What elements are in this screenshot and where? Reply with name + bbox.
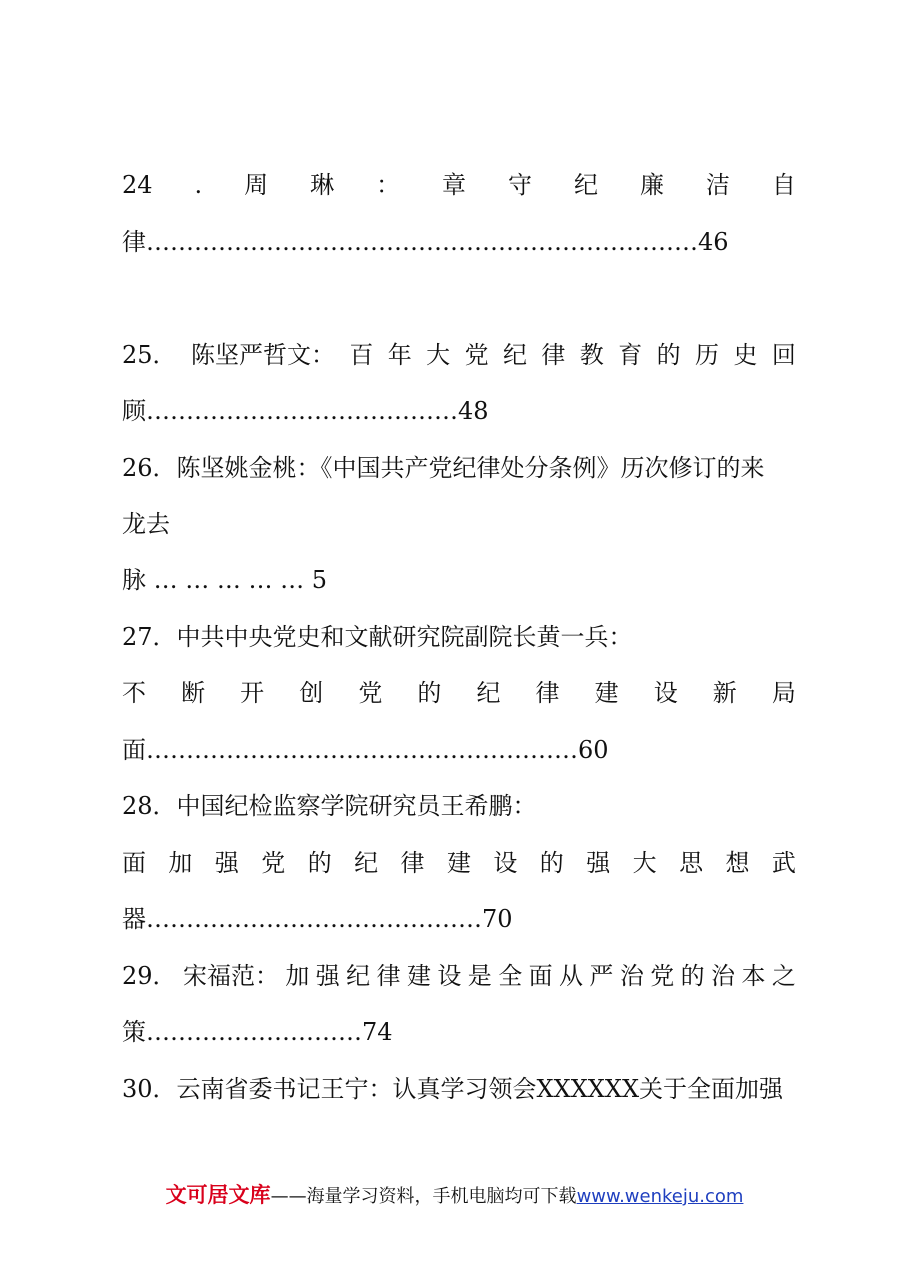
toc-entry-24-title: [122, 170, 796, 200]
text-part: 的: [307, 849, 332, 877]
text-part: 治: [711, 962, 736, 990]
toc-entry-28-title: [122, 848, 796, 878]
text-part: 育: [618, 341, 643, 369]
text-part: 的: [680, 962, 705, 990]
text-part: 24: [122, 171, 153, 199]
text-part: 建: [446, 849, 471, 877]
text-part: 创: [299, 679, 324, 707]
text-part: 的: [539, 849, 564, 877]
text-part: 纪: [476, 679, 501, 707]
toc-entry-29-title: [122, 961, 796, 991]
text-part: 加: [168, 849, 193, 877]
toc-entry-28-author: 28．中国纪检监察学院研究员王希鹏：: [122, 792, 537, 820]
text-part: 之: [771, 962, 796, 990]
toc-entry-25-title: [122, 340, 796, 370]
text-part: 建: [406, 962, 431, 990]
toc-entry-27-page: 面………………………………………………60: [122, 736, 609, 764]
text-part: 自: [771, 171, 796, 199]
text-part: 琳: [310, 171, 335, 199]
footer: [0, 1182, 909, 1210]
text-part: 加: [285, 962, 310, 990]
toc-entry-24-page: 律……………………………………………………………46: [122, 228, 729, 256]
toc-entry-26-title: 26．陈坚姚金桃：《中国共产党纪律处分条例》历次修订的来: [122, 454, 765, 482]
text-part: 纪: [502, 341, 527, 369]
text-part: 新: [712, 679, 737, 707]
text-part: 宋福范：: [182, 962, 279, 990]
toc-entry-30-title: 30．云南省委书记王宁：认真学习领会XXXXXX关于全面加强: [122, 1075, 784, 1103]
toc-entry-27-title: [122, 678, 796, 708]
text-part: 想: [725, 849, 750, 877]
toc-entry-27-author: 27．中共中央党史和文献研究院副院长黄一兵：: [122, 623, 633, 651]
text-part: 纪: [573, 171, 598, 199]
toc-entry-25-page: 顾…………………………………48: [122, 397, 489, 425]
text-part: 百: [349, 341, 374, 369]
text-part: 党: [261, 849, 286, 877]
text-part: 律: [400, 849, 425, 877]
text-part: 建: [594, 679, 619, 707]
text-part: .: [194, 171, 203, 199]
text-part: 律: [376, 962, 401, 990]
text-part: 党: [358, 679, 383, 707]
text-part: 从: [559, 962, 584, 990]
text-part: 律: [535, 679, 560, 707]
toc-entry-28-page: 器……………………………………70: [122, 905, 513, 933]
footer-description: ——海量学习资料，手机电脑均可下载: [270, 1186, 577, 1207]
text-part: 律: [541, 341, 566, 369]
text-part: 廉: [639, 171, 664, 199]
toc-entry-26-page: 脉 … … … … … 5: [122, 566, 328, 594]
text-part: 陈坚严哲文：: [190, 341, 335, 369]
text-part: 25．: [122, 341, 177, 369]
text-part: 大: [426, 341, 451, 369]
toc-entry-26-title-cont: 龙去: [122, 510, 170, 538]
text-part: 洁: [705, 171, 730, 199]
text-part: 面: [528, 962, 553, 990]
text-part: 严: [589, 962, 614, 990]
text-part: 章: [442, 171, 467, 199]
text-part: 的: [417, 679, 442, 707]
footer-website-link[interactable]: www.wenkeju.com: [576, 1186, 744, 1207]
text-part: 回: [771, 341, 796, 369]
text-part: 纪: [354, 849, 379, 877]
text-part: 思: [679, 849, 704, 877]
text-part: 年: [387, 341, 412, 369]
text-part: 本: [741, 962, 766, 990]
text-part: 的: [656, 341, 681, 369]
text-part: 强: [214, 849, 239, 877]
text-part: 教: [579, 341, 604, 369]
text-part: 大: [632, 849, 657, 877]
text-part: 武: [771, 849, 796, 877]
text-part: 守: [508, 171, 532, 199]
text-part: 纪: [346, 962, 371, 990]
text-part: ：: [376, 171, 401, 199]
text-part: 29．: [122, 962, 177, 990]
footer-brand: 文可居文库: [165, 1183, 271, 1207]
text-part: 历: [695, 341, 720, 369]
text-part: 史: [733, 341, 758, 369]
text-part: 设: [437, 962, 462, 990]
text-part: 强: [586, 849, 611, 877]
text-part: 不: [122, 679, 146, 707]
text-part: 周: [244, 171, 269, 199]
text-part: 治: [619, 962, 644, 990]
text-part: 党: [650, 962, 675, 990]
toc-entry-29-page: 策………………………74: [122, 1018, 393, 1046]
text-part: 开: [240, 679, 265, 707]
text-part: 全: [498, 962, 523, 990]
text-part: 局: [771, 679, 796, 707]
text-part: 强: [315, 962, 340, 990]
text-part: 断: [181, 679, 206, 707]
text-part: 设: [493, 849, 518, 877]
text-part: 是: [467, 962, 492, 990]
text-part: 面: [122, 849, 146, 877]
text-part: 党: [464, 341, 489, 369]
text-part: 设: [653, 679, 678, 707]
